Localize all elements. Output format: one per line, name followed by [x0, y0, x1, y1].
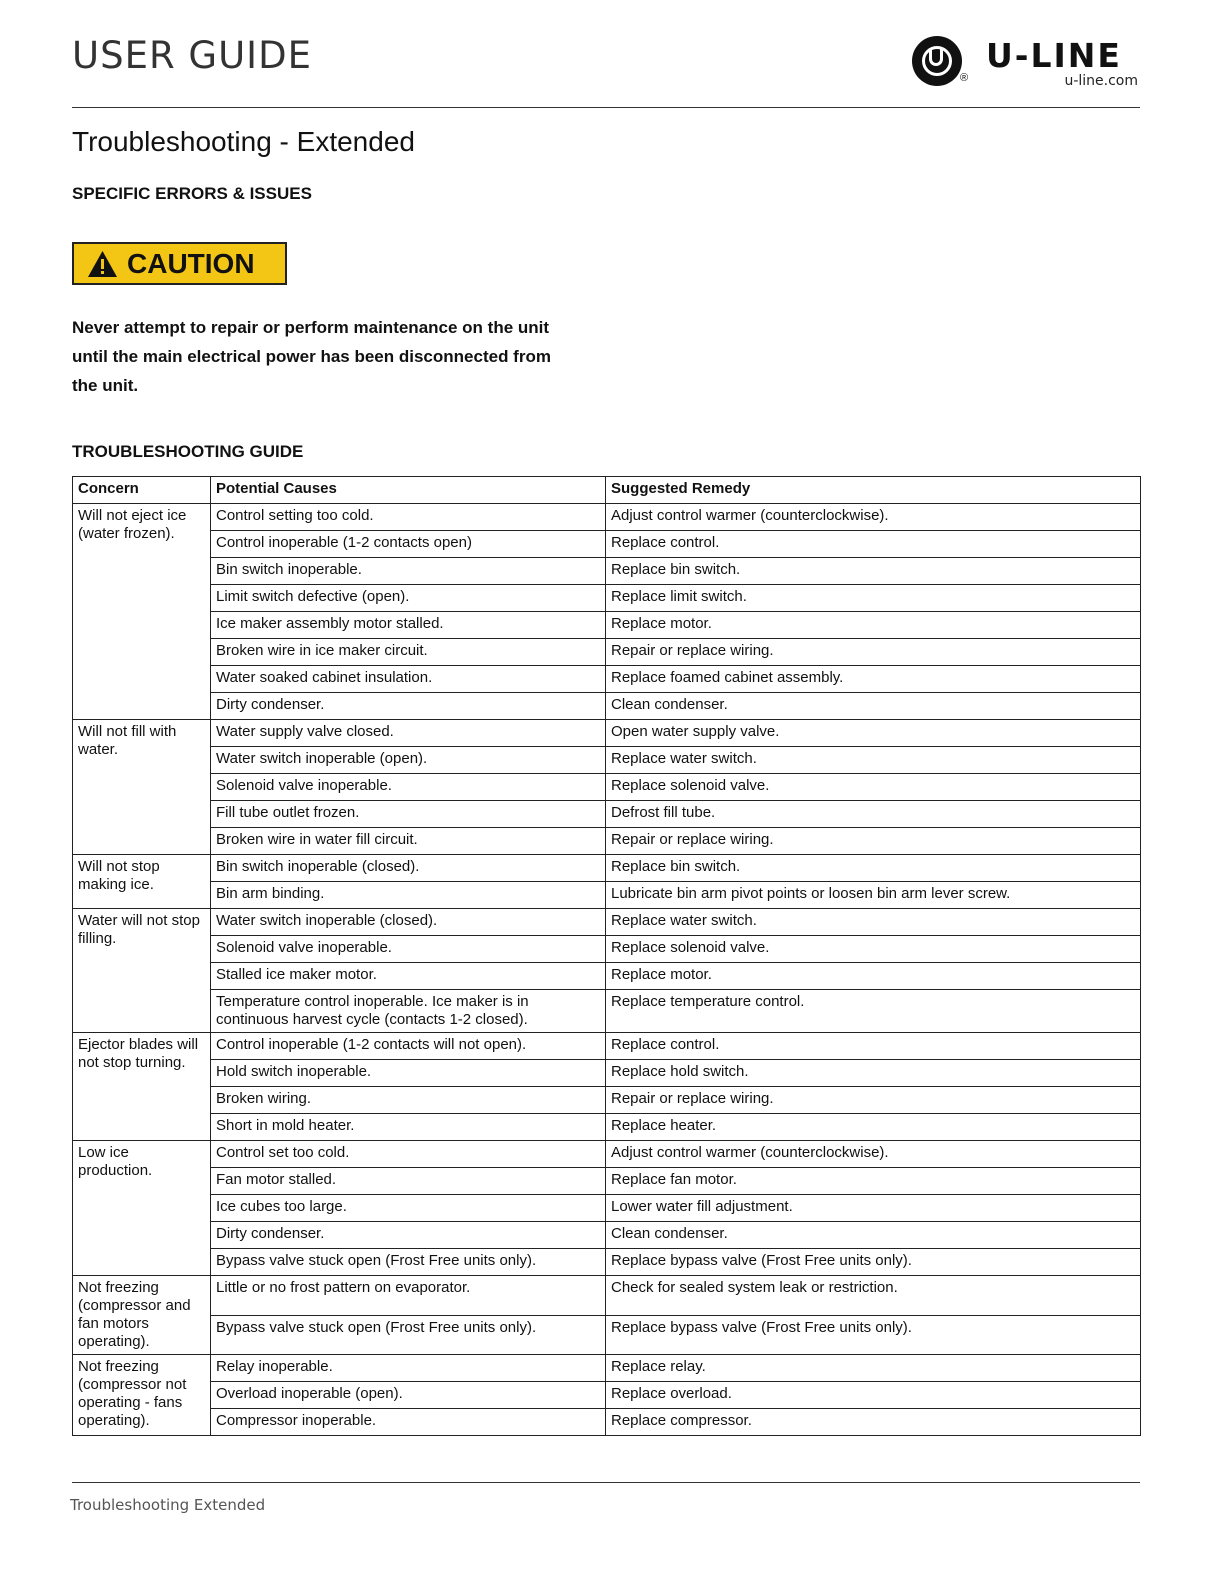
remedy-cell: Lubricate bin arm pivot points or loosen bin arm lever screw.	[606, 882, 1141, 909]
remedy-cell: Lower water fill adjustment.	[606, 1195, 1141, 1222]
logo-url: u-line.com	[1064, 73, 1138, 89]
concern-cell: Will not stop making ice.	[73, 855, 211, 909]
table-row	[73, 882, 1141, 909]
table-row	[73, 531, 1141, 558]
cause-cell: Temperature control inoperable. Ice maker is in continuous harvest cycle (contacts 1-2 closed).	[211, 990, 606, 1033]
remedy-cell: Defrost fill tube.	[606, 801, 1141, 828]
remedy-cell: Replace limit switch.	[606, 585, 1141, 612]
table-row	[73, 1141, 1141, 1168]
table-row	[73, 936, 1141, 963]
cause-cell: Bypass valve stuck open (Frost Free units only).	[211, 1249, 606, 1276]
table-row	[73, 1195, 1141, 1222]
cause-cell: Control setting too cold.	[211, 504, 606, 531]
cause-cell: Control inoperable (1-2 contacts open)	[211, 531, 606, 558]
section-title: Troubleshooting - Extended	[72, 126, 415, 157]
table-row	[73, 1222, 1141, 1249]
concern-cell: Not freezing (compressor not operating - fans operating).	[73, 1355, 211, 1436]
cause-cell: Short in mold heater.	[211, 1114, 606, 1141]
remedy-cell: Adjust control warmer (counterclockwise).	[606, 504, 1141, 531]
table-row	[73, 612, 1141, 639]
cause-cell: Broken wiring.	[211, 1087, 606, 1114]
table-row	[73, 990, 1141, 1033]
cause-cell: Solenoid valve inoperable.	[211, 774, 606, 801]
table-row	[73, 585, 1141, 612]
table-row	[73, 1114, 1141, 1141]
cause-cell: Limit switch defective (open).	[211, 585, 606, 612]
table-row	[73, 1087, 1141, 1114]
cause-cell: Bin arm binding.	[211, 882, 606, 909]
troubleshooting-table	[72, 476, 1141, 1436]
table-row	[73, 1355, 1141, 1382]
table-row	[73, 1409, 1141, 1436]
concern-cell: Ejector blades will not stop turning.	[73, 1033, 211, 1141]
remedy-cell: Check for sealed system leak or restriction.	[606, 1276, 1141, 1316]
logo-mark-icon	[912, 36, 962, 86]
table-row	[73, 747, 1141, 774]
table-row	[73, 1033, 1141, 1060]
caution-banner	[72, 242, 287, 285]
brand-logo	[912, 34, 1144, 92]
remedy-cell: Replace relay.	[606, 1355, 1141, 1382]
cause-cell: Water switch inoperable (closed).	[211, 909, 606, 936]
remedy-cell: Replace motor.	[606, 963, 1141, 990]
table-body	[73, 504, 1141, 1436]
column-header-concern: Concern	[73, 477, 211, 504]
remedy-cell: Open water supply valve.	[606, 720, 1141, 747]
table-row	[73, 1060, 1141, 1087]
cause-cell: Stalled ice maker motor.	[211, 963, 606, 990]
cause-cell: Water soaked cabinet insulation.	[211, 666, 606, 693]
cause-cell: Control inoperable (1-2 contacts will not open).	[211, 1033, 606, 1060]
concern-cell: Will not eject ice (water frozen).	[73, 504, 211, 720]
cause-cell: Broken wire in water fill circuit.	[211, 828, 606, 855]
remedy-cell: Replace heater.	[606, 1114, 1141, 1141]
remedy-cell: Replace control.	[606, 1033, 1141, 1060]
remedy-cell: Repair or replace wiring.	[606, 1087, 1141, 1114]
table-row	[73, 1315, 1141, 1355]
remedy-cell: Replace control.	[606, 531, 1141, 558]
remedy-cell: Repair or replace wiring.	[606, 639, 1141, 666]
table-row	[73, 693, 1141, 720]
cause-cell: Fill tube outlet frozen.	[211, 801, 606, 828]
table-row	[73, 801, 1141, 828]
remedy-cell: Replace temperature control.	[606, 990, 1141, 1033]
column-header-remedy: Suggested Remedy	[606, 477, 1141, 504]
footer-text: Troubleshooting Extended	[70, 1496, 266, 1514]
table-row	[73, 1249, 1141, 1276]
table-row	[73, 639, 1141, 666]
remedy-cell: Clean condenser.	[606, 693, 1141, 720]
cause-cell: Compressor inoperable.	[211, 1409, 606, 1436]
table-row	[73, 720, 1141, 747]
table-row	[73, 909, 1141, 936]
warning-triangle-icon	[87, 250, 118, 278]
remedy-cell: Repair or replace wiring.	[606, 828, 1141, 855]
cause-cell: Solenoid valve inoperable.	[211, 936, 606, 963]
registered-mark: ®	[960, 72, 969, 84]
remedy-cell: Replace bin switch.	[606, 855, 1141, 882]
remedy-cell: Replace compressor.	[606, 1409, 1141, 1436]
cause-cell: Ice maker assembly motor stalled.	[211, 612, 606, 639]
remedy-cell: Replace water switch.	[606, 909, 1141, 936]
remedy-cell: Replace bypass valve (Frost Free units only).	[606, 1249, 1141, 1276]
logo-wordmark: U-LINE	[986, 36, 1122, 75]
cause-cell: Water supply valve closed.	[211, 720, 606, 747]
cause-cell: Dirty condenser.	[211, 693, 606, 720]
cause-cell: Hold switch inoperable.	[211, 1060, 606, 1087]
cause-cell: Bin switch inoperable.	[211, 558, 606, 585]
table-row	[73, 1382, 1141, 1409]
table-row	[73, 774, 1141, 801]
remedy-cell: Replace foamed cabinet assembly.	[606, 666, 1141, 693]
footer-divider	[72, 1482, 1140, 1483]
cause-cell: Little or no frost pattern on evaporator.	[211, 1276, 606, 1316]
warning-text: Never attempt to repair or perform maintenance on the unit until the main electrical power has been disconnected from the unit.	[72, 318, 551, 395]
remedy-cell: Replace motor.	[606, 612, 1141, 639]
remedy-cell: Replace bypass valve (Frost Free units only).	[606, 1315, 1141, 1355]
table-row	[73, 855, 1141, 882]
table-row	[73, 963, 1141, 990]
cause-cell: Relay inoperable.	[211, 1355, 606, 1382]
remedy-cell: Replace water switch.	[606, 747, 1141, 774]
concern-cell: Not freezing (compressor and fan motors operating).	[73, 1276, 211, 1355]
remedy-cell: Replace hold switch.	[606, 1060, 1141, 1087]
cause-cell: Bypass valve stuck open (Frost Free units only).	[211, 1315, 606, 1355]
cause-cell: Overload inoperable (open).	[211, 1382, 606, 1409]
subhead-troubleshooting-guide: TROUBLESHOOTING GUIDE	[72, 442, 304, 461]
remedy-cell: Replace solenoid valve.	[606, 774, 1141, 801]
cause-cell: Broken wire in ice maker circuit.	[211, 639, 606, 666]
cause-cell: Bin switch inoperable (closed).	[211, 855, 606, 882]
cause-cell: Ice cubes too large.	[211, 1195, 606, 1222]
remedy-cell: Clean condenser.	[606, 1222, 1141, 1249]
table-row	[73, 666, 1141, 693]
header-divider	[72, 107, 1140, 108]
concern-cell: Water will not stop filling.	[73, 909, 211, 1033]
caution-label: CAUTION	[127, 247, 255, 279]
concern-cell: Low ice production.	[73, 1141, 211, 1276]
remedy-cell: Replace solenoid valve.	[606, 936, 1141, 963]
table-row	[73, 828, 1141, 855]
remedy-cell: Replace overload.	[606, 1382, 1141, 1409]
table-row	[73, 504, 1141, 531]
table-row	[73, 558, 1141, 585]
cause-cell: Dirty condenser.	[211, 1222, 606, 1249]
remedy-cell: Adjust control warmer (counterclockwise).	[606, 1141, 1141, 1168]
cause-cell: Control set too cold.	[211, 1141, 606, 1168]
cause-cell: Fan motor stalled.	[211, 1168, 606, 1195]
table-row	[73, 1276, 1141, 1316]
table-row	[73, 1168, 1141, 1195]
table-header-row	[73, 477, 1141, 504]
concern-cell: Will not fill with water.	[73, 720, 211, 855]
cause-cell: Water switch inoperable (open).	[211, 747, 606, 774]
column-header-causes: Potential Causes	[211, 477, 606, 504]
remedy-cell: Replace bin switch.	[606, 558, 1141, 585]
document-title: USER GUIDE	[72, 34, 312, 77]
subhead-specific-errors: SPECIFIC ERRORS & ISSUES	[72, 184, 312, 203]
remedy-cell: Replace fan motor.	[606, 1168, 1141, 1195]
